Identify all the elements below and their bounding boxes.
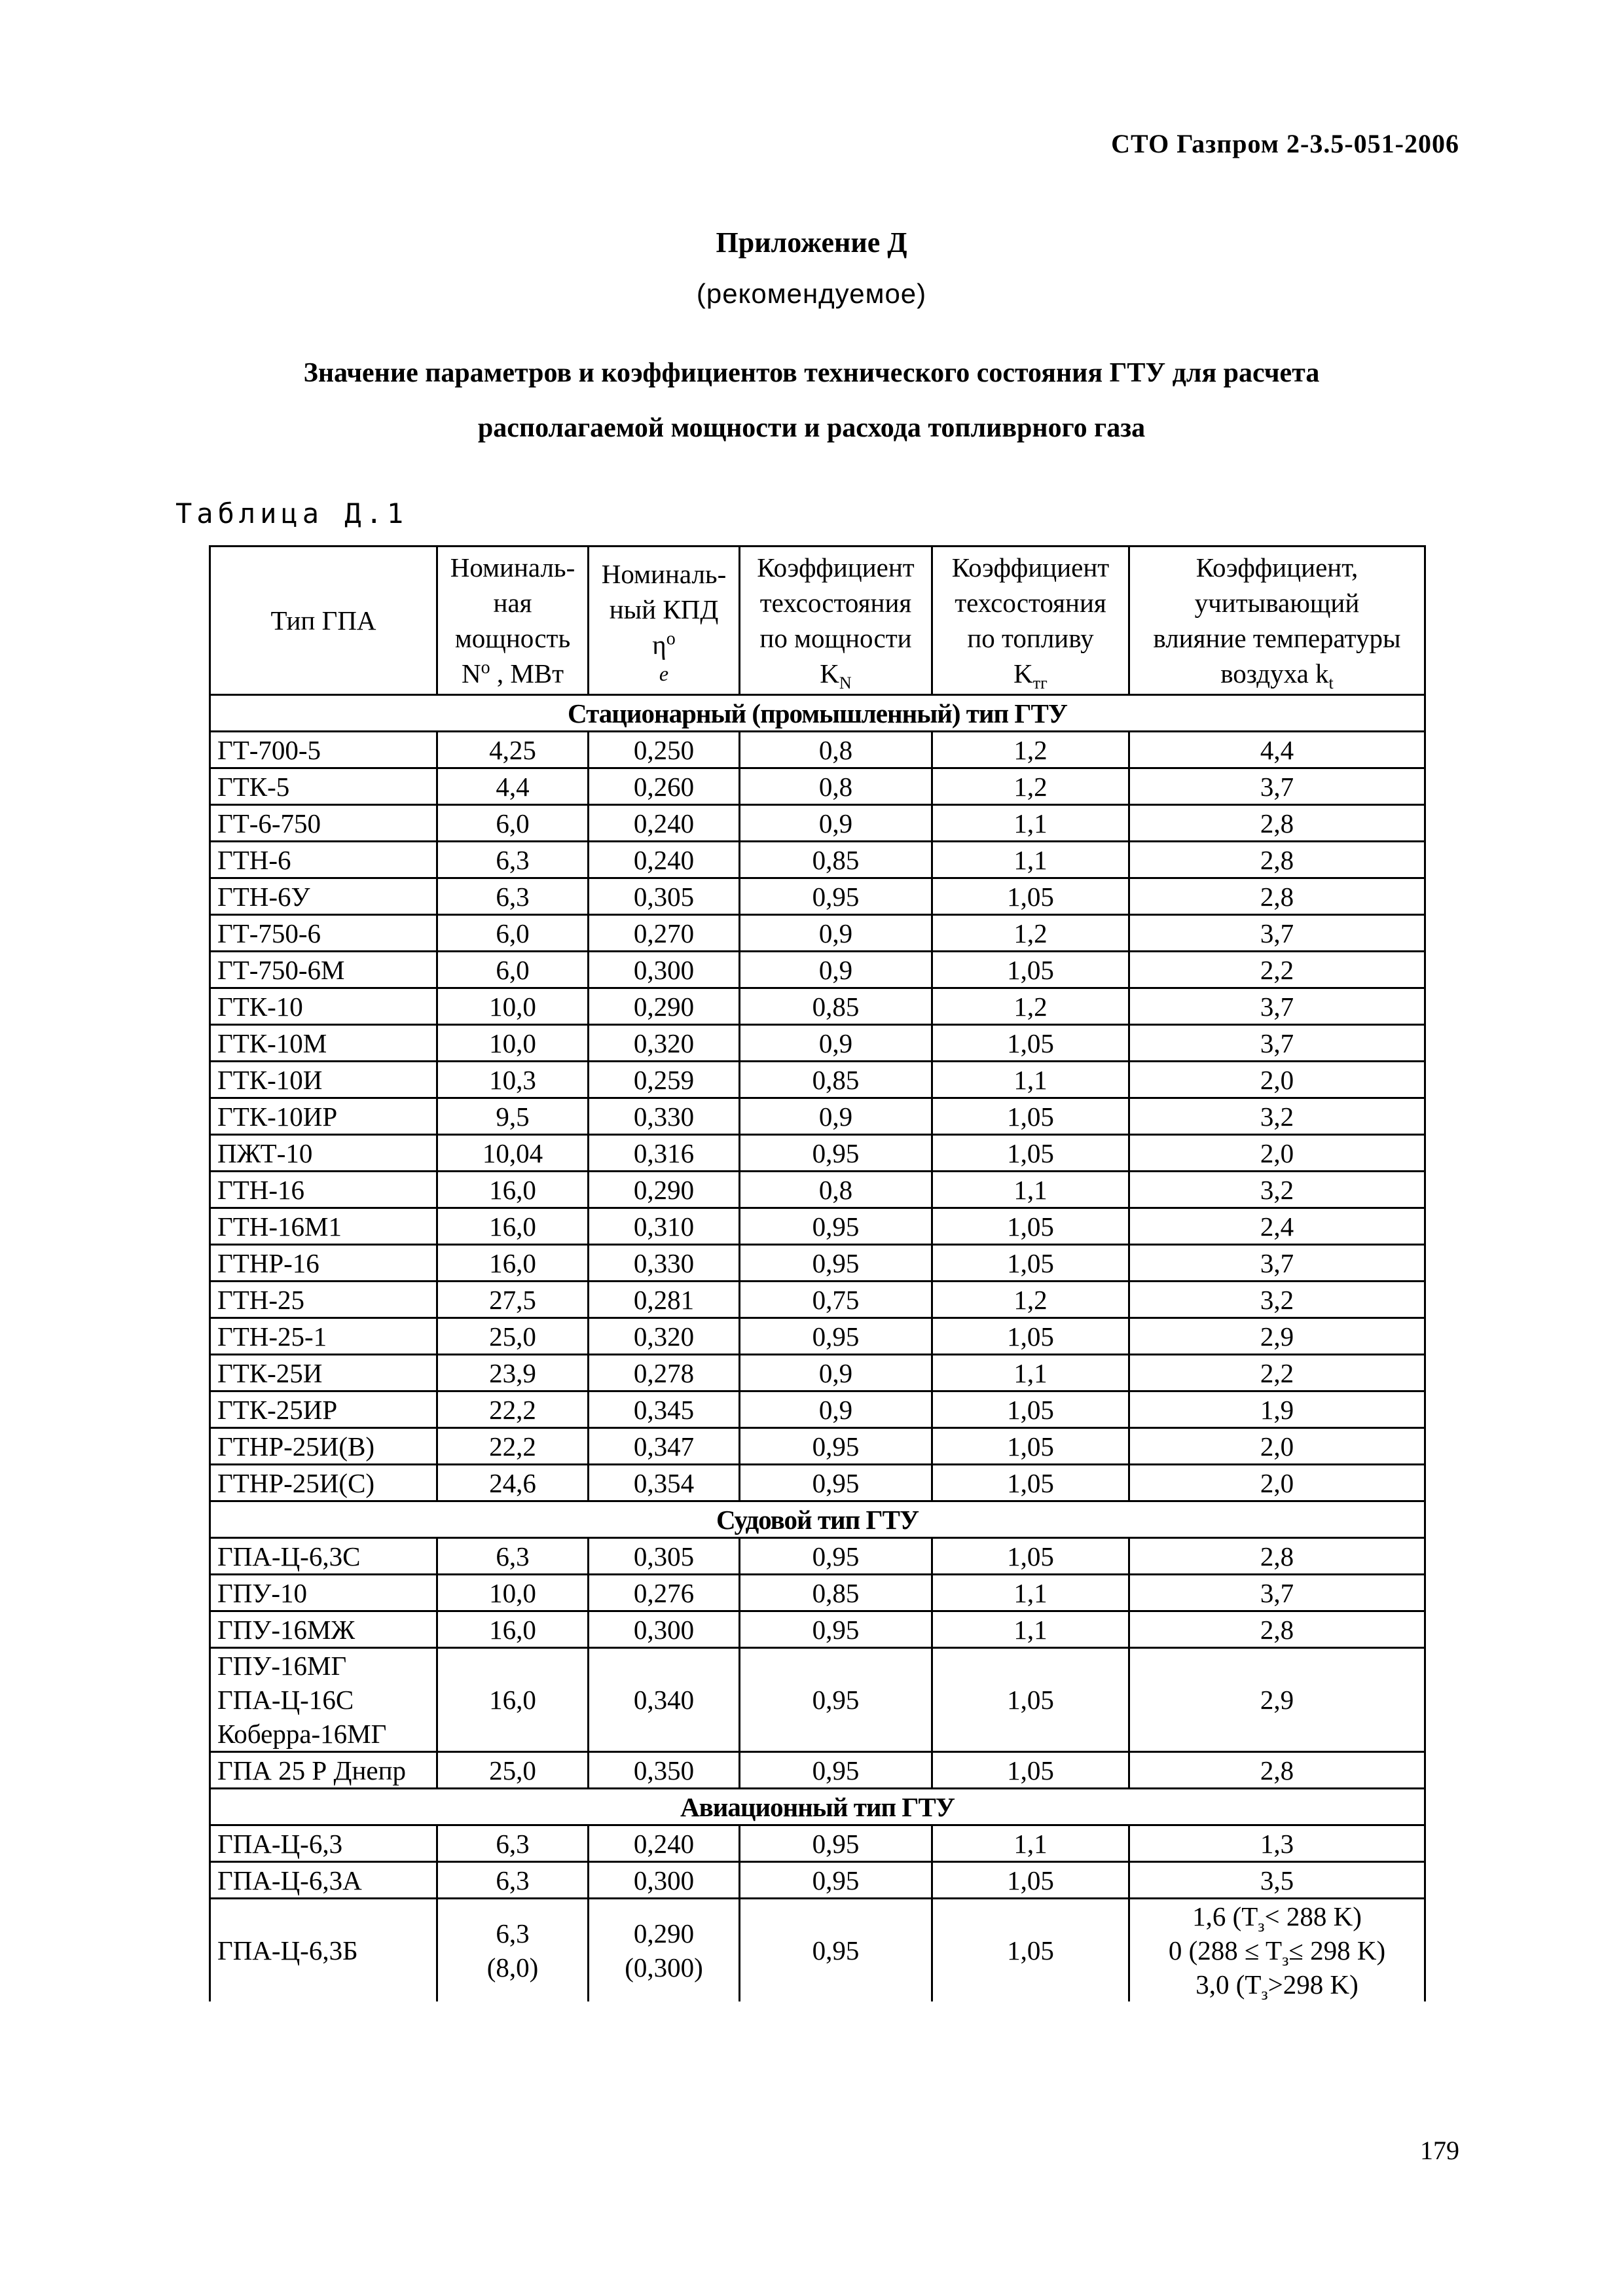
cell-kt: 1,1 — [932, 1355, 1129, 1391]
cell-ktemp: 2,0 — [1129, 1135, 1425, 1172]
cell-ktemp: 1,9 — [1129, 1391, 1425, 1428]
cell-efficiency: 0,290 — [589, 988, 740, 1025]
table-row — [210, 988, 1425, 1025]
cell-kn: 0,95 — [740, 1208, 932, 1245]
cell-kn: 0,9 — [740, 1391, 932, 1428]
cell-type: ГТ-6-750 — [210, 805, 437, 842]
cell-type-line: ГПУ-16МГ — [217, 1651, 347, 1681]
cell-power: 6,3 — [437, 1862, 589, 1899]
cell-kt: 1,05 — [932, 1899, 1129, 2002]
cell-ktemp: 3,7 — [1129, 1245, 1425, 1282]
table-row — [210, 842, 1425, 878]
cell-power: 4,25 — [437, 732, 589, 768]
cell-kt: 1,05 — [932, 1391, 1129, 1428]
cell-efficiency — [589, 1899, 740, 2002]
cell-kn: 0,9 — [740, 805, 932, 842]
cell-kn: 0,85 — [740, 988, 932, 1025]
cell-power: 10,0 — [437, 988, 589, 1025]
section-row-marine — [210, 1501, 1425, 1538]
cell-type: ГТН-25 — [210, 1282, 437, 1318]
column-header-power: Номиналь- ная мощность $N^о$ , МВт — [437, 547, 589, 695]
cell-power: 16,0 — [437, 1208, 589, 1245]
cell-ktemp: 2,8 — [1129, 1752, 1425, 1789]
table-row — [210, 915, 1425, 952]
table-row — [210, 1391, 1425, 1428]
cell-kt: 1,05 — [932, 1208, 1129, 1245]
cell-kt: 1,05 — [932, 1025, 1129, 1062]
cell-type: ГТ-750-6М — [210, 952, 437, 988]
cell-kt: 1,1 — [932, 1611, 1129, 1648]
cell-ktemp: 2,8 — [1129, 842, 1425, 878]
table-row — [210, 1465, 1425, 1501]
cell-ktemp: 1,3 — [1129, 1825, 1425, 1862]
column-header-kn: Коэффициент техсостояния по мощности $K_N$ — [740, 547, 932, 695]
cell-type: ГТК-25ИР — [210, 1391, 437, 1428]
cell-kt: 1,05 — [932, 1135, 1129, 1172]
document-heading-line-1: Значение параметров и коэффициентов технического состояния ГТУ для расчета — [303, 358, 1320, 388]
cell-efficiency: 0,320 — [589, 1025, 740, 1062]
cell-kn: 0,95 — [740, 1465, 932, 1501]
cell-kt: 1,05 — [932, 878, 1129, 915]
cell-efficiency: 0,316 — [589, 1135, 740, 1172]
cell-ktemp: 2,2 — [1129, 1355, 1425, 1391]
cell-type-line: ГПА-Ц-16С — [217, 1685, 354, 1715]
cell-efficiency: 0,340 — [589, 1648, 740, 1752]
cell-type: ГТК-10 — [210, 988, 437, 1025]
cell-kt: 1,05 — [932, 1752, 1129, 1789]
table-row — [210, 1355, 1425, 1391]
cell-type: ГТН-16М1 — [210, 1208, 437, 1245]
table-row — [210, 1062, 1425, 1098]
cell-kt: 1,05 — [932, 1538, 1129, 1575]
cell-power: 6,0 — [437, 952, 589, 988]
cell-power: 6,3 — [437, 878, 589, 915]
cell-kt: 1,1 — [932, 1825, 1129, 1862]
cell-type: ГТН-6 — [210, 842, 437, 878]
cell-type: ГПА-Ц-6,3А — [210, 1862, 437, 1899]
table-header — [210, 547, 1425, 695]
cell-type: ГПА-Ц-6,3С — [210, 1538, 437, 1575]
cell-efficiency: 0,290 — [589, 1172, 740, 1208]
cell-kt: 1,1 — [932, 1575, 1129, 1611]
cell-efficiency: 0,300 — [589, 952, 740, 988]
table-row — [210, 1899, 1425, 2002]
table-row — [210, 1611, 1425, 1648]
cell-kn: 0,8 — [740, 768, 932, 805]
cell-power: 10,04 — [437, 1135, 589, 1172]
cell-type: ГТНР-25И(С) — [210, 1465, 437, 1501]
cell-kt: 1,05 — [932, 1428, 1129, 1465]
cell-type: ГТК-25И — [210, 1355, 437, 1391]
cell-kn: 0,9 — [740, 1355, 932, 1391]
cell-kt: 1,2 — [932, 988, 1129, 1025]
cell-efficiency: 0,278 — [589, 1355, 740, 1391]
table-row — [210, 952, 1425, 988]
cell-ktemp-line: 0 ($288 \le T_з\le 298$ K) — [1168, 1935, 1386, 1970]
cell-kn: 0,95 — [740, 1135, 932, 1172]
cell-power: 10,0 — [437, 1025, 589, 1062]
cell-power-line: (8,0) — [486, 1952, 539, 1982]
cell-ktemp: 2,4 — [1129, 1208, 1425, 1245]
cell-kt: 1,05 — [932, 952, 1129, 988]
cell-power: 25,0 — [437, 1752, 589, 1789]
cell-type — [210, 1648, 437, 1752]
cell-kn: 0,95 — [740, 878, 932, 915]
cell-kn: 0,8 — [740, 1172, 932, 1208]
page-number: 179 — [1420, 2136, 1459, 2165]
cell-kt: 1,1 — [932, 1172, 1129, 1208]
cell-kt: 1,2 — [932, 732, 1129, 768]
cell-kn: 0,85 — [740, 842, 932, 878]
stationary-rows — [210, 732, 1425, 1501]
cell-efficiency: 0,347 — [589, 1428, 740, 1465]
cell-kn: 0,95 — [740, 1245, 932, 1282]
cell-ktemp: 2,9 — [1129, 1318, 1425, 1355]
column-header-ktemp: Коэффициент, учитывающий влияние температуры воздуха $k_t$ — [1129, 547, 1425, 695]
cell-ktemp: 3,7 — [1129, 1025, 1425, 1062]
table-row — [210, 1172, 1425, 1208]
cell-efficiency: 0,276 — [589, 1575, 740, 1611]
section-title: Стационарный (промышленный) тип ГТУ — [210, 695, 1425, 732]
cell-power: 10,0 — [437, 1575, 589, 1611]
table-row — [210, 1208, 1425, 1245]
cell-kt: 1,2 — [932, 1282, 1129, 1318]
cell-ktemp: 2,8 — [1129, 1611, 1425, 1648]
cell-type: ГТ-750-6 — [210, 915, 437, 952]
appendix-title: Приложение Д — [716, 226, 907, 259]
cell-power: 22,2 — [437, 1428, 589, 1465]
cell-efficiency: 0,350 — [589, 1752, 740, 1789]
cell-power-line: 6,3 — [496, 1918, 530, 1948]
table-row — [210, 1538, 1425, 1575]
table-row — [210, 1428, 1425, 1465]
cell-kt: 1,1 — [932, 842, 1129, 878]
cell-kt: 1,05 — [932, 1318, 1129, 1355]
cell-type: ГТН-6У — [210, 878, 437, 915]
cell-efficiency: 0,250 — [589, 732, 740, 768]
cell-kn: 0,85 — [740, 1575, 932, 1611]
cell-ktemp: 3,2 — [1129, 1282, 1425, 1318]
cell-kn: 0,95 — [740, 1428, 932, 1465]
cell-type: ГПА-Ц-6,3Б — [210, 1899, 437, 2002]
cell-kn: 0,95 — [740, 1538, 932, 1575]
cell-kt: 1,05 — [932, 1098, 1129, 1135]
cell-kn: 0,9 — [740, 1098, 932, 1135]
cell-power: 16,0 — [437, 1611, 589, 1648]
cell-ktemp-line: 1,6 ($T_з< 288$ K) — [1192, 1901, 1362, 1936]
cell-power: 6,3 — [437, 1538, 589, 1575]
cell-kt: 1,05 — [932, 1862, 1129, 1899]
cell-ktemp: 3,7 — [1129, 1575, 1425, 1611]
cell-kt: 1,1 — [932, 805, 1129, 842]
table-row — [210, 1575, 1425, 1611]
cell-ktemp: 3,7 — [1129, 988, 1425, 1025]
cell-type: ГТНР-25И(В) — [210, 1428, 437, 1465]
section-row-stationary — [210, 695, 1425, 732]
table-row — [210, 1135, 1425, 1172]
cell-efficiency-line: 0,290 — [633, 1918, 695, 1948]
table-row — [210, 1752, 1425, 1789]
cell-kn: 0,95 — [740, 1611, 932, 1648]
cell-efficiency: 0,354 — [589, 1465, 740, 1501]
cell-power: 22,2 — [437, 1391, 589, 1428]
table-row — [210, 1825, 1425, 1862]
column-header-efficiency: Номиналь- ный КПД $\eta^о$ e — [589, 547, 740, 695]
cell-power: 6,0 — [437, 915, 589, 952]
table-row — [210, 1025, 1425, 1062]
cell-ktemp: 3,7 — [1129, 768, 1425, 805]
cell-ktemp: 3,2 — [1129, 1098, 1425, 1135]
cell-type: ГТН-25-1 — [210, 1318, 437, 1355]
cell-efficiency: 0,305 — [589, 1538, 740, 1575]
cell-power: 16,0 — [437, 1245, 589, 1282]
table-caption: Таблица Д.1 — [175, 497, 409, 529]
section-title: Судовой тип ГТУ — [210, 1501, 1425, 1538]
table-row — [210, 1862, 1425, 1899]
cell-type: ГПУ-16МЖ — [210, 1611, 437, 1648]
table-row — [210, 805, 1425, 842]
cell-type-line: Коберра-16МГ — [217, 1719, 387, 1749]
cell-power: 6,3 — [437, 842, 589, 878]
cell-type: ГТК-10И — [210, 1062, 437, 1098]
cell-kn: 0,95 — [740, 1825, 932, 1862]
section-row-aviation — [210, 1789, 1425, 1825]
cell-type: ГТК-5 — [210, 768, 437, 805]
cell-type: ГТК-10ИР — [210, 1098, 437, 1135]
cell-efficiency: 0,320 — [589, 1318, 740, 1355]
cell-ktemp: 3,5 — [1129, 1862, 1425, 1899]
table-row — [210, 768, 1425, 805]
cell-kt: 1,2 — [932, 768, 1129, 805]
cell-efficiency: 0,281 — [589, 1282, 740, 1318]
cell-power: 4,4 — [437, 768, 589, 805]
cell-ktemp: 2,0 — [1129, 1465, 1425, 1501]
cell-type: ГПА 25 Р Днепр — [210, 1752, 437, 1789]
cell-kn: 0,95 — [740, 1318, 932, 1355]
table-row — [210, 1318, 1425, 1355]
table-row — [210, 1282, 1425, 1318]
cell-kn: 0,95 — [740, 1899, 932, 2002]
cell-kn: 0,95 — [740, 1648, 932, 1752]
column-header-kt: Коэффициент техсостояния по топливу $K_{тг}$ — [932, 547, 1129, 695]
cell-kn: 0,85 — [740, 1062, 932, 1098]
table-row — [210, 878, 1425, 915]
cell-efficiency: 0,240 — [589, 805, 740, 842]
cell-ktemp: 3,7 — [1129, 915, 1425, 952]
cell-type: ГТН-16 — [210, 1172, 437, 1208]
cell-efficiency: 0,270 — [589, 915, 740, 952]
cell-power: 16,0 — [437, 1172, 589, 1208]
cell-ktemp: 2,9 — [1129, 1648, 1425, 1752]
cell-efficiency: 0,240 — [589, 1825, 740, 1862]
cell-kt: 1,2 — [932, 915, 1129, 952]
cell-power: 24,6 — [437, 1465, 589, 1501]
cell-efficiency: 0,240 — [589, 842, 740, 878]
cell-power: 16,0 — [437, 1648, 589, 1752]
cell-kt: 1,05 — [932, 1648, 1129, 1752]
cell-ktemp: 2,8 — [1129, 805, 1425, 842]
cell-ktemp: 2,0 — [1129, 1428, 1425, 1465]
table-row — [210, 1245, 1425, 1282]
cell-ktemp — [1129, 1899, 1425, 2002]
cell-efficiency: 0,259 — [589, 1062, 740, 1098]
table-body — [210, 695, 1425, 732]
cell-kt: 1,1 — [932, 1062, 1129, 1098]
cell-power: 23,9 — [437, 1355, 589, 1391]
cell-efficiency-line: (0,300) — [625, 1952, 703, 1982]
document-heading — [0, 346, 1623, 456]
header-row — [210, 547, 1425, 695]
table-row — [210, 732, 1425, 768]
cell-power: 6,0 — [437, 805, 589, 842]
section-title: Авиационный тип ГТУ — [210, 1789, 1425, 1825]
cell-kt: 1,05 — [932, 1465, 1129, 1501]
cell-efficiency: 0,330 — [589, 1098, 740, 1135]
parameters-table — [209, 545, 1426, 2004]
cell-ktemp: 3,2 — [1129, 1172, 1425, 1208]
cell-type: ГТ-700-5 — [210, 732, 437, 768]
cell-power: 25,0 — [437, 1318, 589, 1355]
cell-kn: 0,95 — [740, 1862, 932, 1899]
marine-rows — [210, 1538, 1425, 1789]
cell-kn: 0,9 — [740, 952, 932, 988]
cell-kn: 0,8 — [740, 732, 932, 768]
cell-ktemp: 2,8 — [1129, 1538, 1425, 1575]
cell-efficiency: 0,330 — [589, 1245, 740, 1282]
table-row — [210, 1098, 1425, 1135]
column-header-type: Тип ГПА — [210, 547, 437, 695]
cell-kn: 0,95 — [740, 1752, 932, 1789]
appendix-subtitle: (рекомендуемое) — [696, 278, 927, 309]
cell-power: 9,5 — [437, 1098, 589, 1135]
cell-kn: 0,75 — [740, 1282, 932, 1318]
cell-ktemp-line: 3,0 ($T_з>298$ K) — [1195, 1969, 1359, 2004]
cell-efficiency: 0,300 — [589, 1862, 740, 1899]
cell-efficiency: 0,305 — [589, 878, 740, 915]
aviation-rows — [210, 1825, 1425, 2002]
cell-type: ГТНР-16 — [210, 1245, 437, 1282]
cell-ktemp: 2,0 — [1129, 1062, 1425, 1098]
cell-type: ПЖТ-10 — [210, 1135, 437, 1172]
cell-power: 6,3 — [437, 1825, 589, 1862]
document-heading-line-2: располагаемой мощности и расхода топливрного газа — [477, 413, 1146, 443]
cell-power — [437, 1899, 589, 2002]
cell-power: 27,5 — [437, 1282, 589, 1318]
cell-efficiency: 0,300 — [589, 1611, 740, 1648]
cell-efficiency: 0,260 — [589, 768, 740, 805]
cell-ktemp: 2,8 — [1129, 878, 1425, 915]
cell-kt: 1,05 — [932, 1245, 1129, 1282]
cell-ktemp: 2,2 — [1129, 952, 1425, 988]
table-row — [210, 1648, 1425, 1752]
cell-kn: 0,9 — [740, 1025, 932, 1062]
cell-kn: 0,9 — [740, 915, 932, 952]
cell-efficiency: 0,310 — [589, 1208, 740, 1245]
cell-type: ГПА-Ц-6,3 — [210, 1825, 437, 1862]
document-code: СТО Газпром 2-3.5-051-2006 — [1111, 129, 1459, 158]
cell-efficiency: 0,345 — [589, 1391, 740, 1428]
cell-power: 10,3 — [437, 1062, 589, 1098]
cell-ktemp: 4,4 — [1129, 732, 1425, 768]
cell-type: ГПУ-10 — [210, 1575, 437, 1611]
cell-type: ГТК-10М — [210, 1025, 437, 1062]
